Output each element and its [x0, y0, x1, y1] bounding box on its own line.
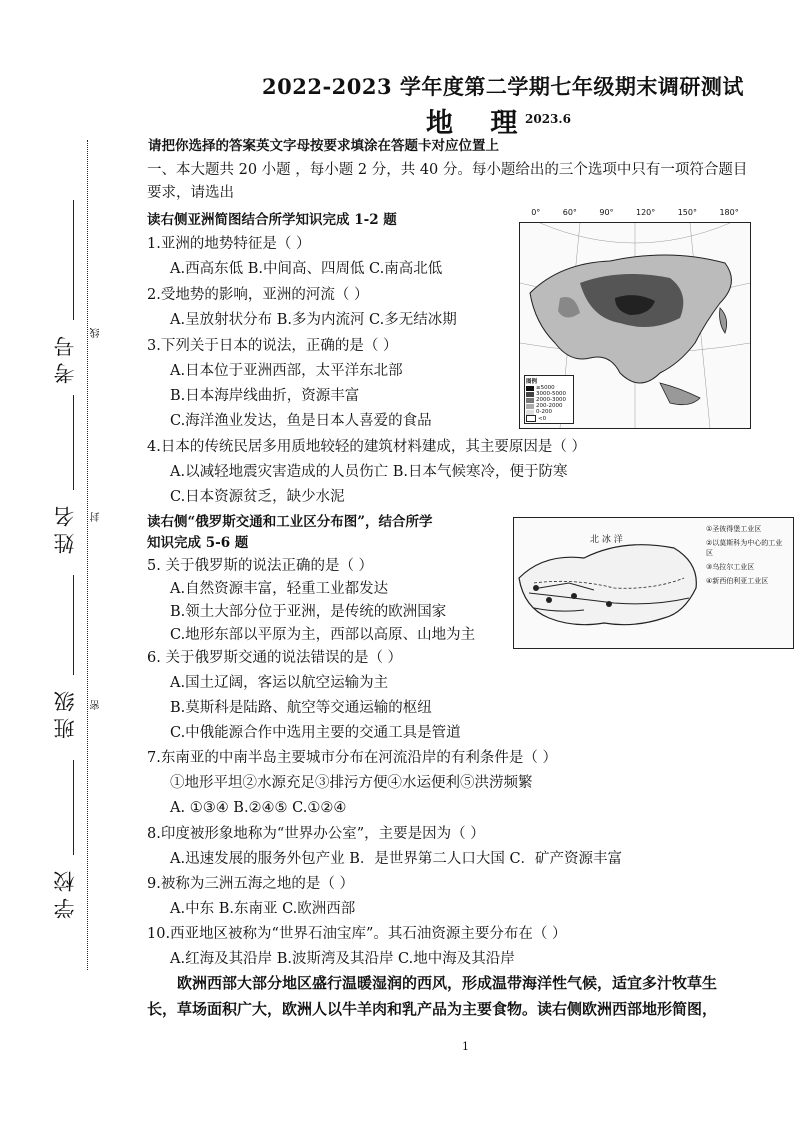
- page-number: 1: [462, 1040, 469, 1053]
- question-3-option-c: C.海洋渔业发达，鱼是日本人喜爱的食品: [170, 413, 432, 429]
- longitude-label: 60°: [562, 208, 577, 217]
- longitude-label: 90°: [599, 208, 614, 217]
- question-7-items: ①地形平坦②水源充足③排污方便④水运便利⑤洪涝频繁: [170, 775, 533, 791]
- question-6: 6. 关于俄罗斯交通的说法错误的是（ ）: [147, 650, 403, 666]
- cut-mark-secret: 密: [91, 700, 102, 710]
- legend-item: ≥5000: [536, 385, 555, 391]
- passage-line-1: 欧洲西部大部分地区盛行温暖湿润的西风，形成温带海洋性气候，适宜多汁牧草生: [177, 974, 718, 992]
- field-school: 学校: [53, 865, 77, 919]
- question-9-options: A.中东 B.东南亚 C.欧洲西部: [170, 901, 356, 917]
- question-8: 8.印度被形象地称为“世界办公室”，主要是因为（ ）: [147, 826, 485, 842]
- russia-map: [513, 517, 794, 649]
- legend-item: 3000-5000: [536, 391, 566, 397]
- instructions: 请把你选择的答案英文字母按要求填涂在答题卡对应位置上: [148, 138, 499, 154]
- question-9: 9.被称为三洲五海之地的是（ ）: [147, 876, 354, 892]
- prompt-asia-map: 读右侧亚洲简图结合所学知识完成 1-2 题: [147, 212, 397, 228]
- exam-title: 2022-2023 学年度第二学期七年级期末调研测试: [262, 74, 744, 99]
- question-7-options: A. ①③④ B.②④⑤ C.①②④: [170, 800, 347, 816]
- question-6-option-a: A.国土辽阔，客运以航空运输为主: [170, 675, 389, 691]
- question-4-options-ab: A.以减轻地震灾害造成的人员伤亡 B.日本气候寒冷，便于防寒: [170, 464, 568, 480]
- question-10-options: A.红海及其沿岸 B.波斯湾及其沿岸 C.地中海及其沿岸: [170, 951, 515, 967]
- longitude-label: 0°: [531, 208, 541, 217]
- question-5-option-a: A.自然资源丰富，轻重工业都发达: [170, 581, 389, 597]
- legend-item: 0-200: [536, 409, 552, 415]
- cut-mark-line: 线: [91, 328, 102, 338]
- question-3-option-a: A.日本位于亚洲西部，太平洋东北部: [170, 363, 403, 379]
- cut-line: [87, 140, 88, 970]
- legend-item: <0: [538, 415, 547, 422]
- question-4: 4.日本的传统民居多用质地较轻的建筑材料建成，其主要原因是（ ）: [147, 439, 586, 455]
- legend-item: 2000-3000: [536, 397, 566, 403]
- legend-item: ①圣彼得堡工业区: [706, 525, 762, 533]
- margin-line: [73, 200, 74, 320]
- map-legend: [524, 375, 574, 424]
- question-4-option-c: C.日本资源贫乏，缺少水泥: [170, 489, 345, 505]
- cut-mark-seal: 封: [91, 512, 102, 522]
- map-legend: [706, 524, 788, 586]
- question-2-options: A.呈放射状分布 B.多为内流河 C.多无结冰期: [170, 312, 457, 328]
- margin-line: [73, 395, 74, 490]
- legend-title: 图例: [526, 379, 538, 385]
- question-8-options: A.迅速发展的服务外包产业 B．是世界第二人口大国 C．矿产资源丰富: [170, 851, 623, 867]
- prompt-russia-map-cont: 知识完成 5-6 题: [147, 535, 249, 551]
- question-1: 1.亚洲的地势特征是（ ）: [147, 236, 311, 252]
- prompt-russia-map: 读右侧“俄罗斯交通和工业区分布图”，结合所学: [147, 514, 433, 530]
- margin-line: [73, 760, 74, 855]
- passage-line-2: 长，草场面积广大，欧洲人以牛羊肉和乳产品为主要食物。读右侧欧洲西部地形简图，: [147, 1000, 718, 1018]
- legend-item: 200-2000: [536, 403, 563, 409]
- margin-line: [73, 575, 74, 675]
- question-3: 3.下列关于日本的说法，正确的是（ ）: [147, 338, 398, 354]
- field-class: 班级: [53, 685, 77, 739]
- question-7: 7.东南亚的中南半岛主要城市分布在河流沿岸的有利条件是（ ）: [147, 750, 557, 766]
- question-5-option-c: C.地形东部以平原为主，西部以高原、山地为主: [170, 627, 476, 643]
- subject-title: 地 理: [426, 108, 532, 139]
- question-10: 10.西亚地区被称为“世界石油宝库”。其石油资源主要分布在（ ）: [147, 926, 567, 942]
- question-3-option-b: B.日本海岸线曲折，资源丰富: [170, 388, 360, 404]
- asia-map: [519, 208, 751, 429]
- section-heading-cont: 要求，请选出: [147, 185, 234, 201]
- longitude-labels: [520, 208, 750, 217]
- longitude-label: 150°: [677, 208, 697, 217]
- legend-item: ③乌拉尔工业区: [706, 563, 755, 571]
- question-2: 2.受地势的影响，亚洲的河流（ ）: [147, 287, 369, 303]
- question-5-option-b: B.领土大部分位于亚洲，是传统的欧洲国家: [170, 604, 447, 620]
- exam-date: 2023.6: [525, 112, 571, 126]
- field-exam-number: 考号: [53, 330, 77, 384]
- legend-item: ④新西伯利亚工业区: [706, 577, 769, 585]
- question-5: 5. 关于俄罗斯的说法正确的是（ ）: [147, 558, 374, 574]
- longitude-label: 180°: [719, 208, 739, 217]
- question-6-option-c: C.中俄能源合作中选用主要的交通工具是管道: [170, 725, 461, 741]
- longitude-label: 120°: [636, 208, 656, 217]
- question-6-option-b: B.莫斯科是陆路、航空等交通运输的枢纽: [170, 700, 432, 716]
- question-1-options: A.西高东低 B.中间高、四周低 C.南高北低: [170, 261, 443, 277]
- legend-item: ②以莫斯科为中心的工业区: [706, 539, 783, 557]
- section-heading: 一、本大题共 20 小题 ，每小题 2 分，共 40 分。每小题给出的三个选项中只有一项符合题目: [147, 162, 748, 178]
- ocean-label: 北 冰 洋: [590, 535, 623, 545]
- field-name: 姓名: [53, 500, 77, 554]
